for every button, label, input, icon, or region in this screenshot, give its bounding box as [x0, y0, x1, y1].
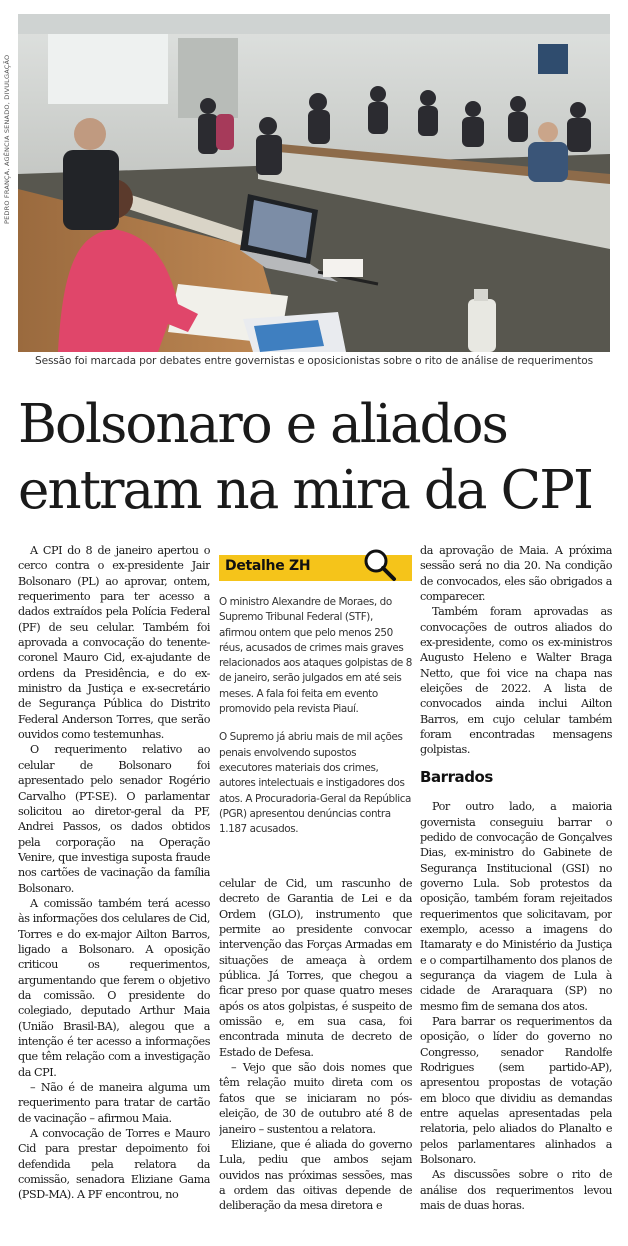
- detalhe-box: [219, 555, 412, 855]
- paragraph: – Não é de maneira alguma um requerimento para tratar de cartão de vacinação – afirmou Maia.: [18, 1081, 210, 1125]
- paragraph: A comissão também terá acesso às informações dos celulares de Cid, Torres e do ex-major Ailton Barros, ligado a Bolsonaro. A oposição criticou os requerimentos, argumentando que ferem o objetivo da comissão. O presidente do colegiado, deputado Arthur Maia (União Brasil-BA), alegou que a intenção é ter acesso a informações que têm relação com a investigação da CPI.: [18, 896, 210, 1079]
- paragraph: Por outro lado, a maioria governista conseguiu barrar o pedido de convocação de Gonçalves Dias, ex-ministro do Gabinete de Segurança Institucional (GSI) no governo Lula. Sob protestos da oposição, também foram rejeitados requerimentos que solicitavam, por exemplo, acesso a imagens do Itamaraty e do Ministério da Justiça e o compartilhamento dos planos de segurança da viagem de Lula à cidade de Araraquara (SP) no mesmo fim de semana dos atos.: [420, 800, 612, 1013]
- detalhe-header: [219, 555, 412, 581]
- paragraph: da aprovação de Maia. A próxima sessão será no dia 20. Na condição de convocados, eles são obrigados a comparecer.: [420, 544, 612, 604]
- paragraph: A convocação de Torres e Mauro Cid para prestar depoimento foi defendida pela relatora da comissão, senadora Eliziane Gama (PSD-MA). A PF encontrou, no: [18, 1127, 210, 1202]
- headline-line-1: Bolsonaro e aliados: [18, 394, 507, 455]
- detalhe-paragraph: O Supremo já abriu mais de mil ações penais envolvendo supostos executores materiais dos crimes, autores intelectuais e instigadores dos atos. A Procuradoria-Geral da República (PGR) apresentou denúncias contra 1.187 acusados.: [219, 731, 411, 836]
- article-column-2: [219, 876, 412, 1236]
- magnifier-icon: [362, 547, 398, 588]
- paragraph: As discussões sobre o rito de análise dos requerimentos levou mais de duas horas.: [420, 1168, 612, 1213]
- paragraph: A CPI do 8 de janeiro apertou o cerco contra o ex-presidente Jair Bolsonaro (PL) ao aprovar, ontem, requerimento para ter acesso a dados extraídos pela Polícia Federal (PF) de seu celular. Também foi aprovada a convocação do tenente-coronel Mauro Cid, ex-ajudante de ordens da Presidência, e do ex-ministro da Justiça e ex-secretário de Segurança Pública do Distrito Federal Anderson Torres, que serão ouvidos como testemunhas.: [18, 544, 210, 742]
- headline: [18, 392, 618, 524]
- paragraph: Eliziane, que é aliada do governo Lula, pediu que ambos sejam ouvidos nas próximas sessões, mas a ordem das oitivas depende de deliberação da mesa diretora e: [219, 1137, 412, 1213]
- detalhe-paragraph: O ministro Alexandre de Moraes, do Supremo Tribunal Federal (STF), afirmou ontem que pelo menos 250 réus, acusados de crimes mais graves relacionados aos ataques golpistas de 8 de janeiro, serão julgados em até seis meses. A fala foi feita em evento promovido pela revista Piauí.: [219, 596, 413, 716]
- paragraph: Também foram aprovadas as convocações de outros aliados do ex-presidente, como os ex-ministros Augusto Heleno e Walter Braga Netto, que foi vice na chapa nas eleições de 2022. A lista de convocados ainda inclui Ailton Barros, em cujo celular também foram encontradas mensagens golpistas.: [420, 605, 612, 757]
- committee-session-illustration: [18, 14, 610, 352]
- news-photo: [18, 14, 610, 352]
- photo-credit: PEDRO FRANÇA, AGÊNCIA SENADO, DIVULGAÇÃO: [3, 54, 11, 224]
- paragraph: Para barrar os requerimentos da oposição, o líder do governo no Congresso, senador Randolfe Rodrigues (sem partido-AP), apresentou propostas de votação em bloco que dividiu as demandas entre aquelas apresentadas pela relatoria, pelo aliados do Planalto e pelos parlamentares alinhados a Bolsonaro.: [420, 1014, 612, 1167]
- photo-caption: Sessão foi marcada por debates entre governistas e oposicionistas sobre o rito de análise de requerimentos: [35, 355, 593, 367]
- detalhe-title: Detalhe ZH: [225, 558, 311, 574]
- headline-line-2: entram na mira da CPI: [18, 460, 593, 521]
- article-column-1: [18, 543, 210, 1235]
- subhead-barrados: Barrados: [420, 767, 493, 786]
- paragraph: O requerimento relativo ao celular de Bolsonaro foi apresentado pelo senador Rogério Carvalho (PT-SE). O parlamentar solicitou ao diretor-geral da PF, Andrei Passos, os dados obtidos pela corporação na Operação Venire, que investiga suposta fraude nos cartões de vacinação da família Bolsonaro.: [18, 743, 210, 895]
- paragraph: celular de Cid, um rascunho de decreto de Garantia de Lei e da Ordem (GLO), instrumento que permite ao presidente convocar intervenção das Forças Armadas em situações de ameaça à ordem pública. Já Torres, que chegou a ficar preso por quase quatro meses após os atos golpistas, é suspeito de omissão e, em sua casa, foi encontrada minuta de decreto de Estado de Defesa.: [219, 877, 412, 1059]
- article-column-3: [420, 543, 612, 1235]
- paragraph: – Vejo que são dois nomes que têm relação muito direta com os fatos que se iniciaram no pós-eleição, de 30 de outubro até 8 de janeiro – sustentou a relatora.: [219, 1061, 412, 1136]
